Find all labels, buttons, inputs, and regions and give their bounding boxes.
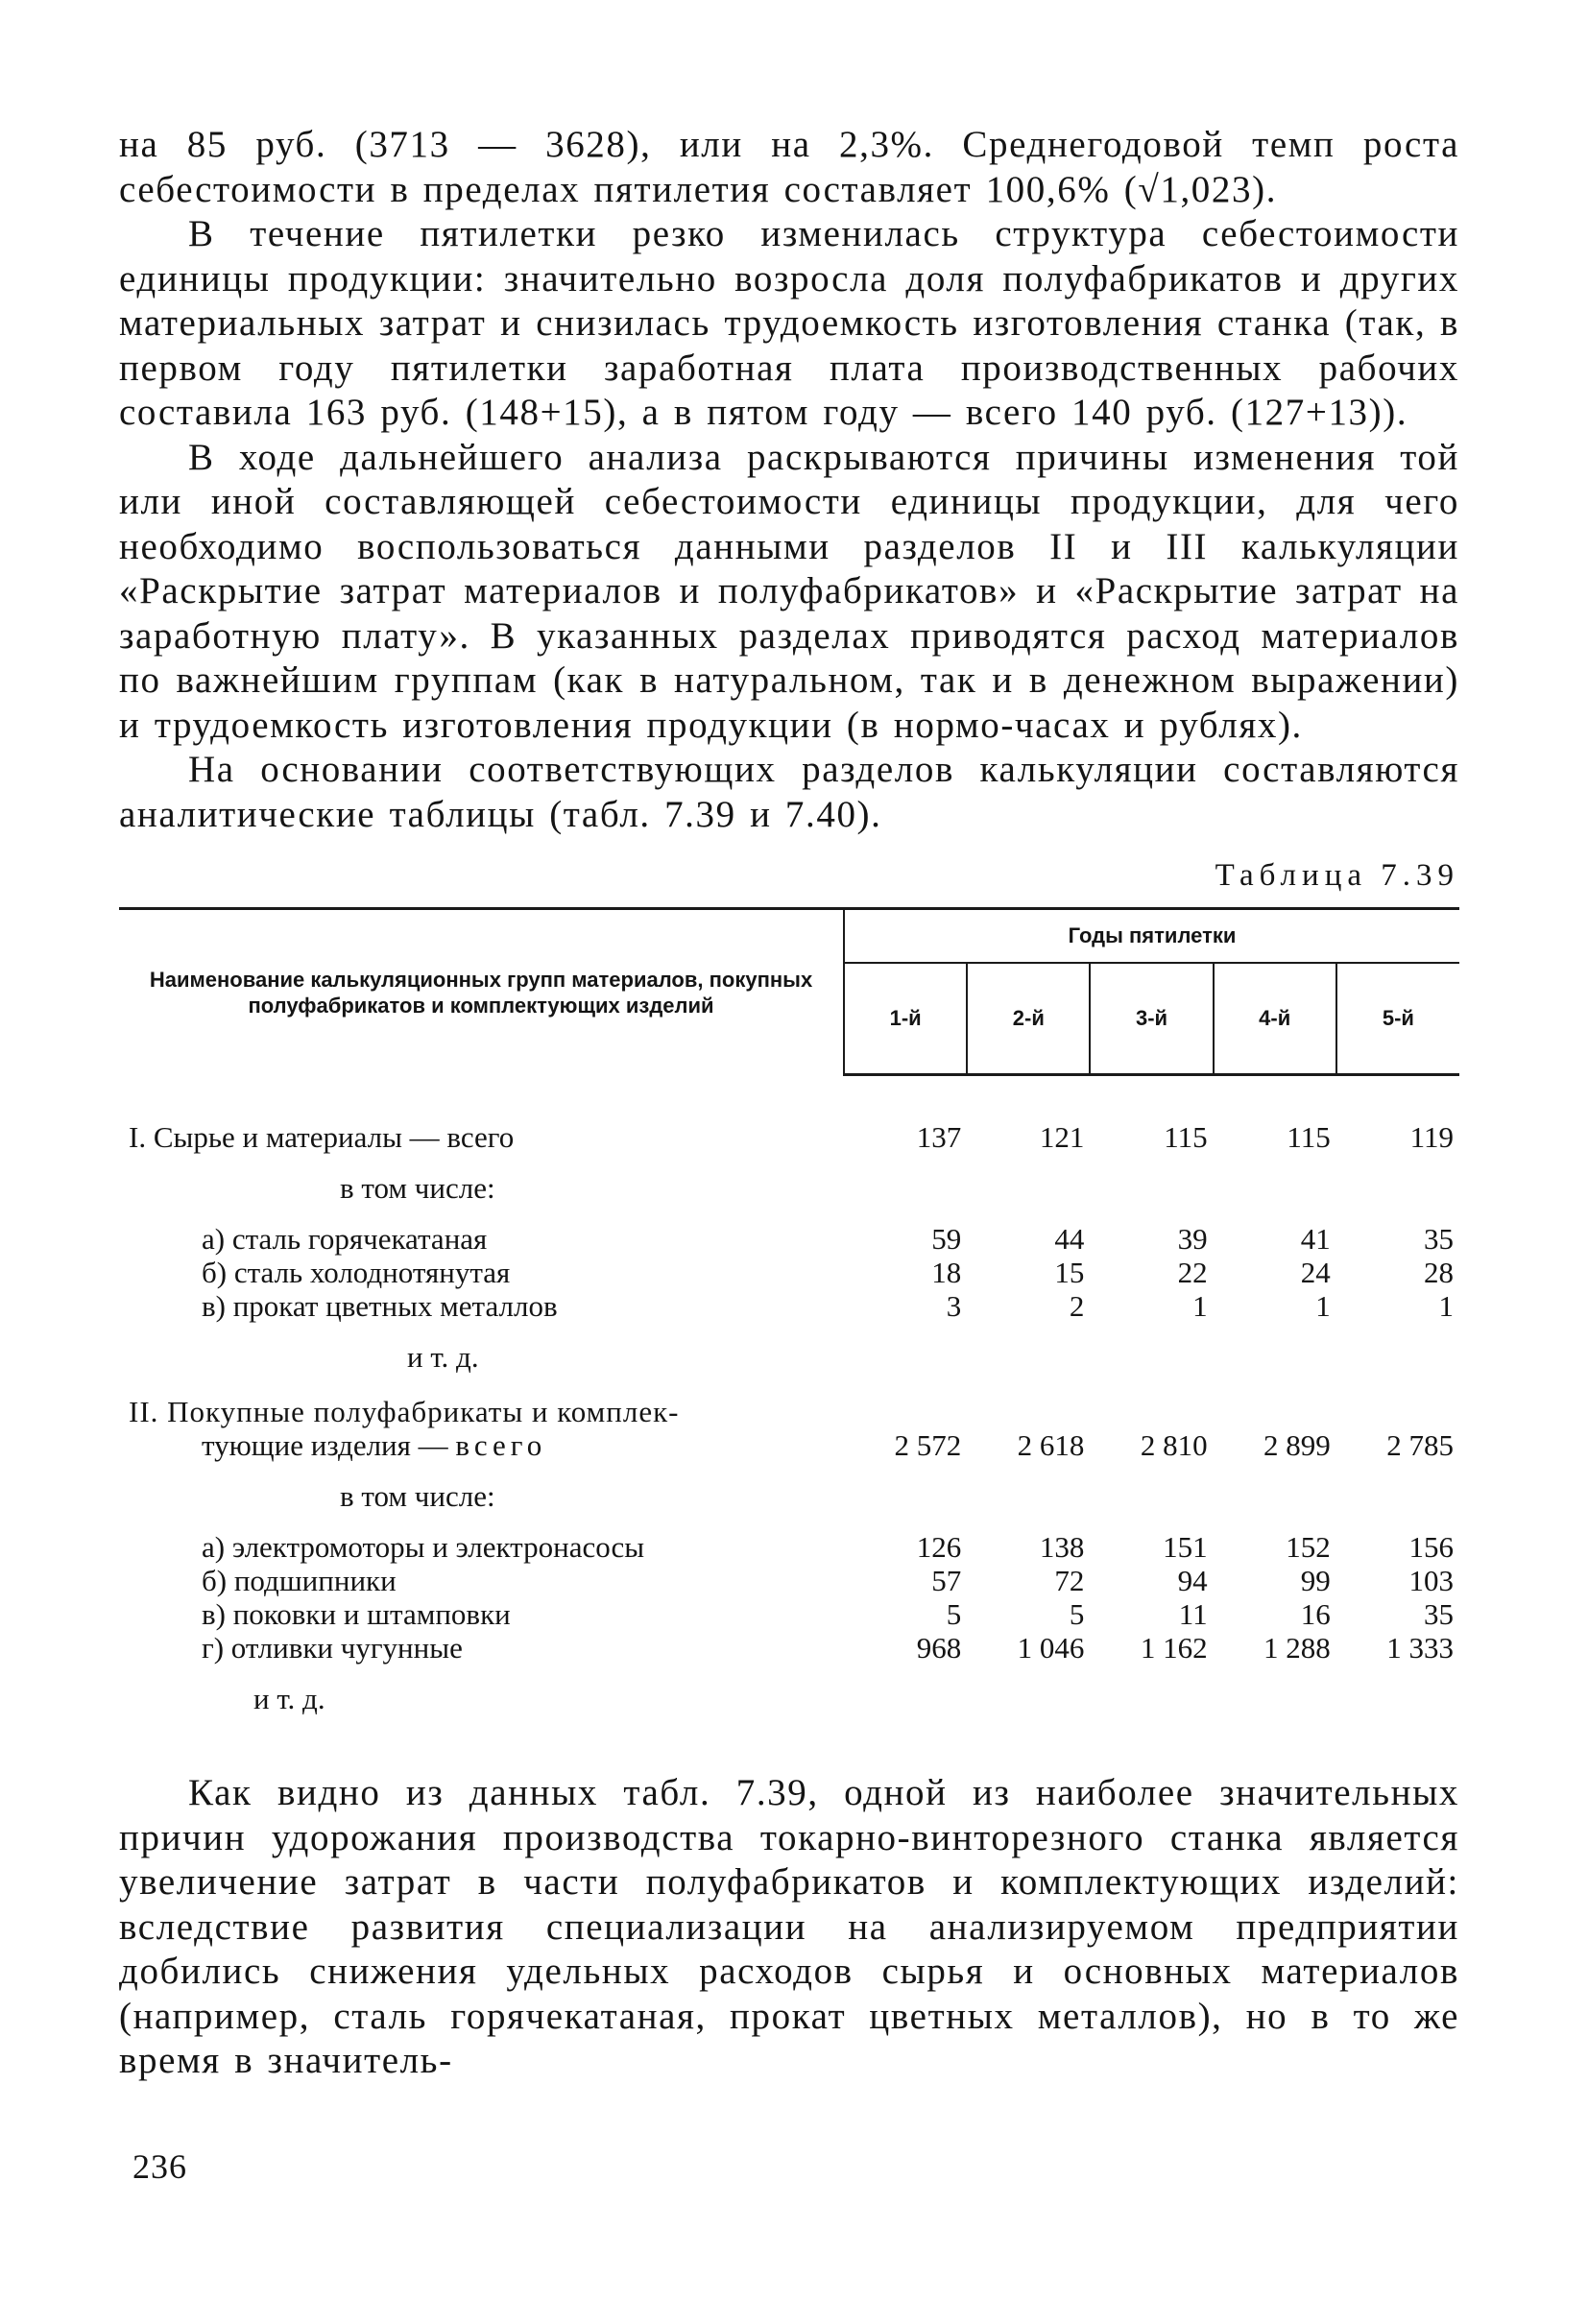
- group-2-title-line-2: [119, 1428, 844, 1462]
- cell-value: 72: [1054, 1564, 1085, 1597]
- cell-value: 15: [1054, 1256, 1085, 1289]
- row-label: а) электромоторы и электронасосы: [202, 1530, 645, 1564]
- cell-value: 2: [1069, 1289, 1085, 1323]
- cell-value: 138: [1039, 1530, 1085, 1564]
- cell-value: 1 333: [1386, 1631, 1454, 1665]
- name-column-header: Наименование калькуляционных групп материалов, покупных полуфабрикатов и комплектующих изделий: [119, 909, 844, 1075]
- row-label: в) прокат цветных металлов: [202, 1289, 558, 1323]
- cell-value: 2 810: [1140, 1428, 1208, 1462]
- etc-label: и т. д.: [253, 1682, 325, 1715]
- cell-value: 99: [1300, 1564, 1331, 1597]
- paragraph-2: В течение пятилетки резко изменилась структура себестоимости единицы продукции: значительно возросла доля полуфабрикатов и других материальных затрат и снизилась трудоемкость изготовления станка (так, в первом году пятилетки заработная плата производственных рабочих составила 163 руб. (148+15), а в пятом году — всего 140 руб. (127+13)).: [119, 213, 1459, 433]
- including-label: в том числе:: [340, 1171, 495, 1205]
- year-header-5: 5-й: [1336, 963, 1459, 1075]
- table-row-etc: [119, 1665, 1459, 1715]
- table-row: [119, 1289, 1459, 1323]
- group-1-title: I. Сырье и материалы — всего: [129, 1120, 515, 1154]
- page-number: 236: [132, 2147, 187, 2186]
- years-group-header: Годы пятилетки: [844, 909, 1459, 964]
- table-row: [119, 1205, 1459, 1256]
- cell-value: 115: [1164, 1120, 1208, 1154]
- cell-value: 156: [1408, 1530, 1454, 1564]
- paragraph-3: В ходе дальнейшего анализа раскрываются причины изменения той или иной составляющей себестоимости единицы продукции, для чего необходимо воспользоваться данными разделов II и III калькуляции «Раскрытие затрат материалов и полуфабрикатов» и «Раскрытие затрат на заработную плату». В указанных разделах приводятся расход материалов по важнейшим группам (как в натуральном, так и в денежном выражении) и трудоемкость изготовления продукции (в нормо-часах и рублях).: [119, 436, 1459, 746]
- including-label: в том числе:: [340, 1479, 495, 1513]
- group-2-title-part: тующие изделия —: [202, 1428, 456, 1462]
- table-row-group-2-title: [119, 1378, 1459, 1428]
- cell-value: 5: [1069, 1597, 1085, 1631]
- cell-value: 151: [1163, 1530, 1208, 1564]
- paragraph-4: На основании соответствующих разделов калькуляции составляются аналитические таблицы (табл. 7.39 и 7.40).: [119, 749, 1459, 835]
- cell-value: 57: [931, 1564, 962, 1597]
- cell-value: 968: [916, 1631, 962, 1665]
- row-label: а) сталь горячекатаная: [202, 1222, 488, 1256]
- table-row: [119, 1564, 1459, 1597]
- cell-value: 94: [1177, 1564, 1208, 1597]
- cell-value: 1 288: [1263, 1631, 1331, 1665]
- row-label: б) подшипники: [202, 1564, 397, 1597]
- cell-value: 2 899: [1263, 1428, 1331, 1462]
- year-header-4: 4-й: [1214, 963, 1336, 1075]
- cell-value: 16: [1300, 1597, 1331, 1631]
- cell-value: 1 046: [1017, 1631, 1085, 1665]
- cell-value: 152: [1286, 1530, 1331, 1564]
- row-label: в) поковки и штамповки: [202, 1597, 511, 1631]
- cell-value: 35: [1424, 1222, 1454, 1256]
- table-row-including: [119, 1154, 1459, 1205]
- year-header-1: 1-й: [844, 963, 967, 1075]
- cell-value: 121: [1039, 1120, 1085, 1154]
- cell-value: 41: [1300, 1222, 1331, 1256]
- cell-value: 137: [916, 1120, 962, 1154]
- table-row: [119, 1631, 1459, 1665]
- table-row-etc: [119, 1323, 1459, 1378]
- cell-value: 39: [1177, 1222, 1208, 1256]
- table-row-including: [119, 1462, 1459, 1513]
- cell-value: 18: [931, 1256, 962, 1289]
- table-row-group-1-total: [119, 1120, 1459, 1154]
- cell-value: 5: [946, 1597, 962, 1631]
- table-caption: Таблица 7.39: [1215, 858, 1459, 893]
- cell-value: 2 785: [1386, 1428, 1454, 1462]
- cell-value: 28: [1424, 1256, 1454, 1289]
- page-content: [119, 123, 1459, 2084]
- cell-value: 2 618: [1017, 1428, 1085, 1462]
- table-row: [119, 1597, 1459, 1631]
- cell-value: 22: [1177, 1256, 1208, 1289]
- cell-value: 11: [1178, 1597, 1208, 1631]
- cell-value: 126: [916, 1530, 962, 1564]
- table-row: [119, 1256, 1459, 1289]
- cell-value: 1 162: [1140, 1631, 1208, 1665]
- cell-value: 59: [931, 1222, 962, 1256]
- table-row: [119, 1513, 1459, 1564]
- cell-value: 103: [1408, 1564, 1454, 1597]
- paragraph-5: Как видно из данных табл. 7.39, одной из наиболее значительных причин удорожания производства токарно-винторезного станка является увеличение затрат в части полуфабрикатов и комплектующих изделий: вследствие развития специализации на анализируемом предприятии добились снижения удельных расходов сырья и основных материалов (например, сталь горячекатаная, прокат цветных металлов), но в то же время в значитель-: [119, 1772, 1459, 2081]
- etc-label: и т. д.: [407, 1340, 479, 1374]
- cell-value: 3: [946, 1289, 962, 1323]
- cell-value: 35: [1424, 1597, 1454, 1631]
- cell-value: 1: [1192, 1289, 1208, 1323]
- cell-value: 1: [1315, 1289, 1331, 1323]
- row-label: г) отливки чугунные: [202, 1631, 463, 1665]
- data-table: [119, 907, 1459, 1715]
- year-header-3: 3-й: [1090, 963, 1213, 1075]
- table-row-group-2-total: [119, 1428, 1459, 1462]
- cell-value: 44: [1054, 1222, 1085, 1256]
- group-2-title-spaced: всего: [455, 1428, 547, 1462]
- year-header-2: 2-й: [967, 963, 1090, 1075]
- paragraph-1: на 85 руб. (3713 — 3628), или на 2,3%. Среднегодовой темп роста себестоимости в пределах пятилетия составляет 100,6% (√1,023).: [119, 124, 1459, 210]
- cell-value: 115: [1287, 1120, 1331, 1154]
- group-2-title-line-1: II. Покупные полуфабрикаты и комплек-: [129, 1395, 680, 1428]
- cell-value: 119: [1409, 1120, 1454, 1154]
- cell-value: 1: [1438, 1289, 1454, 1323]
- row-label: б) сталь холоднотянутая: [202, 1256, 511, 1289]
- cell-value: 24: [1300, 1256, 1331, 1289]
- cell-value: 2 572: [894, 1428, 962, 1462]
